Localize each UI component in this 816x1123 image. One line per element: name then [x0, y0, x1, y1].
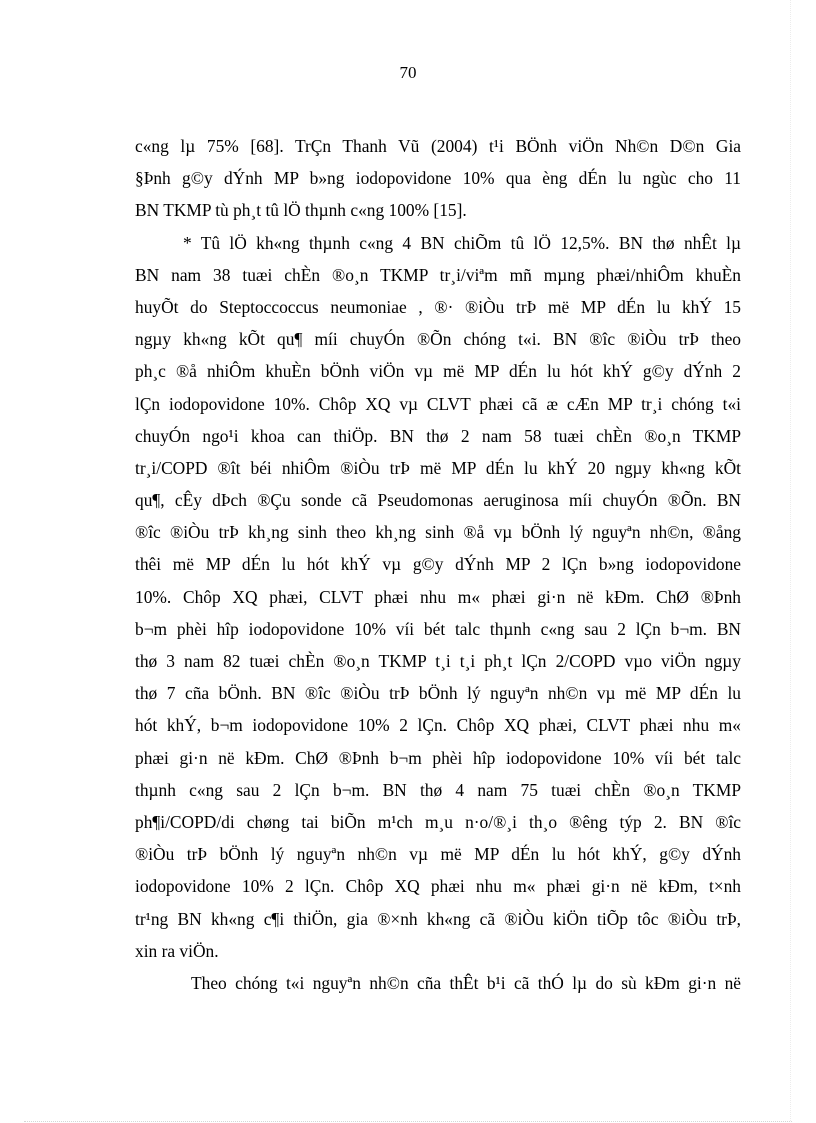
text-line: Theo chóng t«i nguyªn nh©n cña thÊt b¹i cã thÓ lµ do sù kÐm gi·n në [191, 972, 741, 993]
text-line: c«ng lµ 75% [68]. TrÇn Thanh Vũ (2004) t¹i BÖnh viÖn Nh©n D©n Gia [135, 136, 741, 156]
text-line: ngµy kh«ng kÕt qu¶ míi chuyÓn ®Õn chóng t«i. BN ®îc ®iÒu trÞ theo [135, 329, 741, 350]
page-number: 70 [399, 63, 417, 82]
text-line: BN nam 38 tuæi chÈn ®o¸n TKMP tr¸i/viªm mñ mµng phæi/nhiÔm khuÈn [135, 264, 741, 285]
text-line: iodopovidone 10% 2 lÇn. Chôp XQ phæi nhu m« phæi gi·n në kÐm, t×nh [135, 876, 741, 897]
text-line: hót khÝ, b¬m iodopovidone 10% 2 lÇn. Chôp XQ phæi, CLVT phæi nhu m« [135, 715, 741, 736]
text-line: qu¶, cÊy dÞch ®Çu sonde cã Pseudomonas aeruginosa míi chuyÓn ®Õn. BN [135, 490, 741, 511]
text-line: ph¶i/COPD/di chøng tai biÕn m¹ch m¸u n·o/®¸i th¸o ®êng týp 2. BN ®îc [135, 811, 741, 832]
text-line: BN TKMP tù ph¸t tû lÖ thµnh c«ng 100% [15]. [135, 200, 467, 221]
text-line: tr¸i/COPD ®ît béi nhiÔm ®iÒu trÞ më MP dÉn lu khÝ 20 ngµy kh«ng kÕt [135, 457, 741, 478]
text-line: thµnh c«ng sau 2 lÇn b¬m. BN thø 4 nam 75 tuæi chÈn ®o¸n TKMP [135, 779, 741, 800]
text-line: chuyÓn ngo¹i khoa can thiÖp. BN thø 2 nam 58 tuæi chÈn ®o¸n TKMP [135, 425, 741, 446]
text-line: ®iÒu trÞ bÖnh lý nguyªn nh©n vµ më MP dÉn lu hót khÝ, g©y dÝnh [135, 844, 741, 865]
text-line: lÇn iodopovidone 10%. Chôp XQ vµ CLVT phæi cã æ cÆn MP tr¸i chóng t«i [135, 393, 741, 414]
text-line: b¬m phèi hîp iodopovidone 10% víi bét talc thµnh c«ng sau 2 lÇn b¬m. BN [135, 618, 741, 639]
text-line: phæi gi·n në kÐm. ChØ ®Þnh b¬m phèi hîp iodopovidone 10% víi bét talc [135, 747, 741, 768]
text-line: ph¸c ®å nhiÔm khuÈn bÖnh viÖn vµ më MP dÉn lu hót khÝ g©y dÝnh 2 [135, 361, 741, 382]
page-edge-right [790, 0, 791, 1121]
text-line: xin ra viÖn. [135, 940, 219, 961]
text-line: thêi më MP dÉn lu hót khÝ vµ g©y dÝnh MP 2 lÇn b»ng iodopovidone [135, 554, 741, 575]
text-line: * Tû lÖ kh«ng thµnh c«ng 4 BN chiÕm tû lÖ 12,5%. BN thø nhÊt lµ [183, 232, 741, 253]
text-line: thø 7 cña bÖnh. BN ®îc ®iÒu trÞ bÖnh lý nguyªn nh©n vµ më MP dÉn lu [135, 683, 741, 704]
text-line: thø 3 nam 82 tuæi chÈn ®o¸n TKMP t¸i t¸i ph¸t lÇn 2/COPD vµo viÖn ngµy [135, 651, 741, 671]
page-edge-bottom [24, 1121, 792, 1122]
text-line: tr¹ng BN kh«ng c¶i thiÖn, gia ®×nh kh«ng cã ®iÒu kiÖn tiÕp tôc ®iÒu trÞ, [135, 908, 741, 929]
text-line: ®îc ®iÒu trÞ kh¸ng sinh theo kh¸ng sinh ®å vµ bÖnh lý nguyªn nh©n, ®ång [135, 522, 741, 543]
text-line: huyÕt do Steptoccoccus neumoniae , ®· ®iÒu trÞ më MP dÉn lu khÝ 15 [135, 296, 741, 317]
text-line: §Þnh g©y dÝnh MP b»ng iodopovidone 10% qua èng dÉn lu ngùc cho 11 [135, 168, 741, 189]
body-text [135, 130, 741, 999]
text-line: 10%. Chôp XQ phæi, CLVT phæi nhu m« phæi gi·n në kÐm. ChØ ®Þnh [135, 586, 741, 607]
